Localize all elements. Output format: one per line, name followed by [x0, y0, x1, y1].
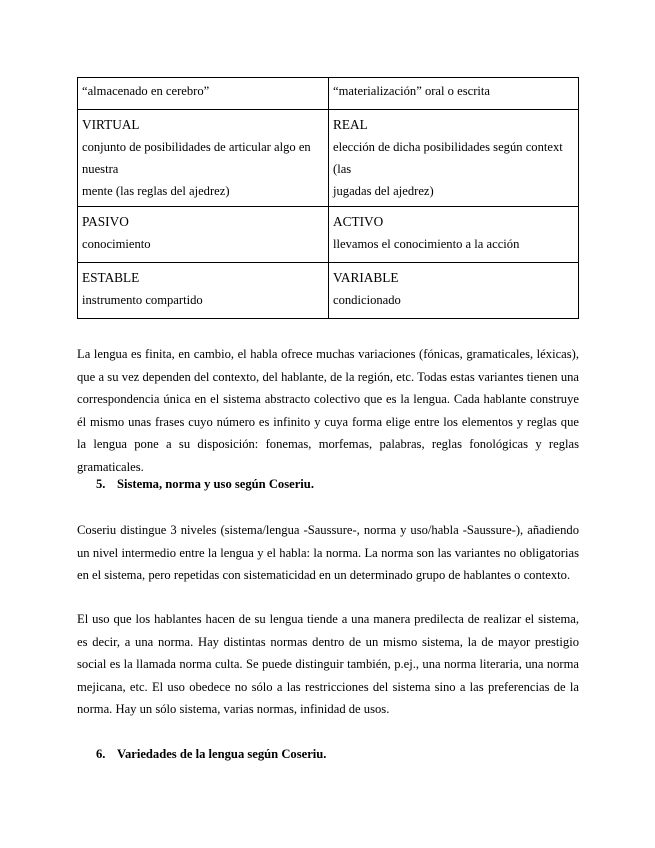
cell-line: instrumento compartido	[82, 293, 203, 307]
cell-heading: ACTIVO	[333, 214, 384, 229]
section-title: Variedades de la lengua según Coseriu.	[117, 747, 327, 761]
table-cell	[78, 263, 329, 319]
cell-line: “almacenado en cerebro”	[82, 84, 210, 98]
section-heading	[96, 744, 326, 764]
cell-heading: VARIABLE	[333, 270, 399, 285]
table-row	[78, 78, 579, 110]
table-row	[78, 263, 579, 319]
section-number: 6.	[96, 747, 106, 761]
cell-line: elección de dicha posibilidades según context	[333, 140, 563, 154]
cell-line: conocimiento	[82, 237, 151, 251]
cell-line: (las	[333, 162, 352, 176]
table-cell	[78, 207, 329, 263]
cell-heading: ESTABLE	[82, 270, 140, 285]
table-cell	[78, 78, 329, 110]
section-title: Sistema, norma y uso según Coseriu.	[117, 477, 314, 491]
comparison-table	[77, 77, 579, 319]
cell-line: jugadas del ajedrez)	[333, 184, 434, 198]
cell-line: conjunto de posibilidades de articular algo en	[82, 140, 311, 154]
body-paragraph: Coseriu distingue 3 niveles (sistema/lengua -Saussure-, norma y uso/habla -Saussure-), añadiendo un nivel intermedio entre la lengua y el habla: la norma. La norma son las variantes no obligatorias en el sistema, pero repetidas con sistematicidad en un determinado grupo de hablantes o contexto.	[77, 523, 579, 582]
table-cell	[329, 110, 579, 207]
body-paragraph: La lengua es finita, en cambio, el habla ofrece muchas variaciones (fónicas, gramaticales, léxicas), que a su vez dependen del contexto, del hablante, de la región, etc. Todas estas variantes tienen una correspondencia única en el sistema abstracto colectivo que es la lengua. Cada hablante construye él mismo unas frases cuyo número es infinito y cuya forma elige entre los elementos y reglas que la lengua pone a su disposición: fonemas, morfemas, palabras, reglas fonológicas y reglas gramaticales.	[77, 347, 579, 474]
table-cell	[329, 207, 579, 263]
cell-line: mente (las reglas del ajedrez)	[82, 184, 230, 198]
body-paragraph: El uso que los hablantes hacen de su lengua tiende a una manera predilecta de realizar el sistema, es decir, a una norma. Hay distintas normas dentro de un mismo sistema, la de mayor prestigio social es la llamada norma culta. Se puede distinguir también, p.ej., una norma literaria, una norma mejicana, etc. El uso obedece no sólo a las restricciones del sistema sino a las preferencias de la norma. Hay un sólo sistema, varias normas, infinidad de usos.	[77, 612, 579, 716]
cell-line: llevamos el conocimiento a la acción	[333, 237, 520, 251]
cell-line: condicionado	[333, 293, 401, 307]
section-number: 5.	[96, 477, 106, 491]
cell-heading: VIRTUAL	[82, 117, 140, 132]
table-row	[78, 207, 579, 263]
section-heading	[96, 474, 314, 494]
cell-line: “materialización” oral o escrita	[333, 84, 490, 98]
cell-heading: PASIVO	[82, 214, 129, 229]
cell-line: nuestra	[82, 162, 119, 176]
table-cell	[329, 263, 579, 319]
table-cell	[78, 110, 329, 207]
cell-heading: REAL	[333, 117, 368, 132]
table-cell	[329, 78, 579, 110]
table-row	[78, 110, 579, 207]
